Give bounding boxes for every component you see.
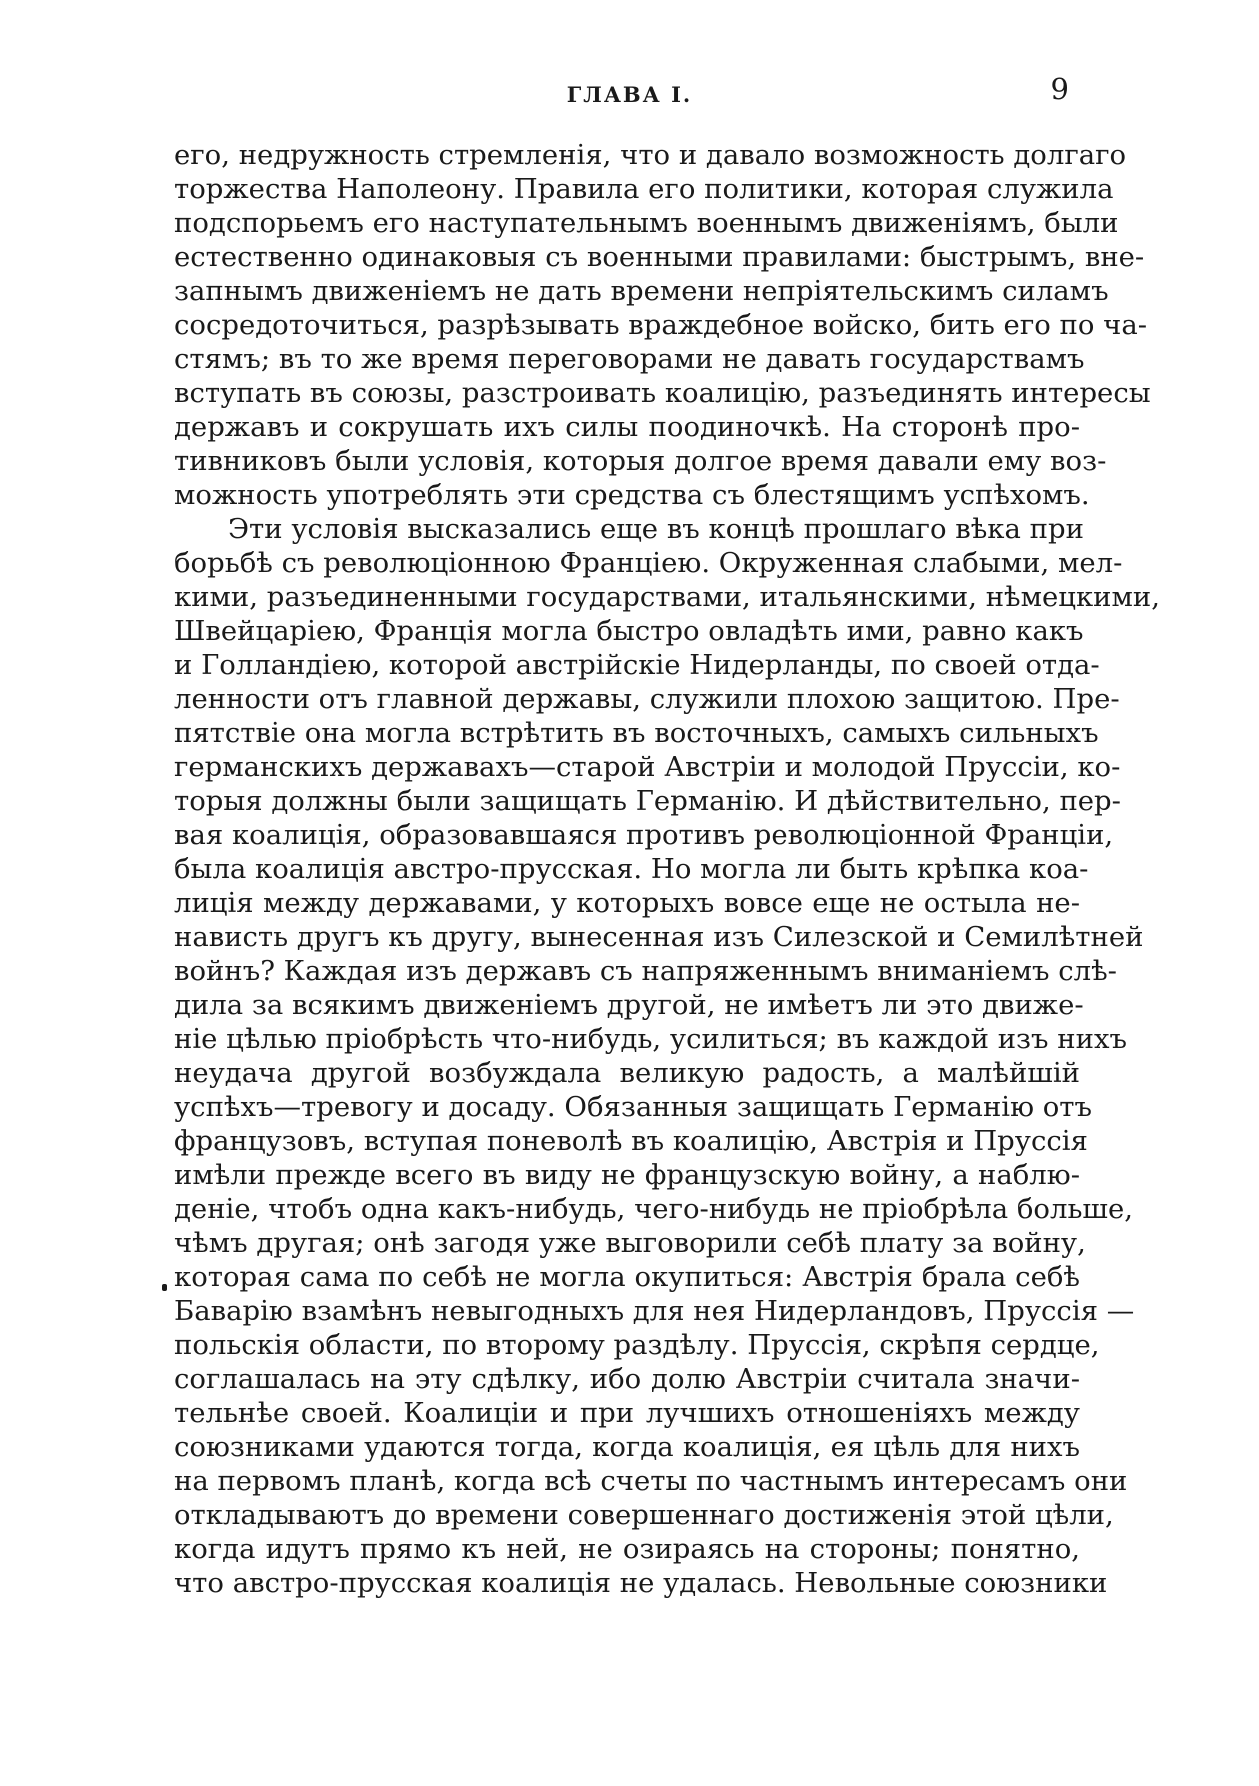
running-head: [0, 72, 1259, 112]
margin-mark: [162, 1284, 167, 1291]
text-line: его, недружность стремленія, что и давало возможность долгаго: [174, 139, 1127, 171]
text-line: деніе, чтобъ одна какъ-нибудь, чего-нибудь не пріобрѣла больше,: [174, 1193, 1133, 1225]
text-line: имѣли прежде всего въ виду не французскую войну, а наблю-: [174, 1159, 1080, 1191]
text-line: Эти условія высказались еще въ концѣ прошлаго вѣка при: [228, 513, 1084, 545]
text-line: торжества Наполеону. Правила его политики, которая служила: [174, 173, 1114, 205]
text-line: ніе цѣлью пріобрѣсть что-нибудь, усилиться; въ каждой изъ нихъ: [174, 1023, 1127, 1055]
text-line: Швейцаріею, Франція могла быстро овладѣть ими, равно какъ: [174, 615, 1084, 647]
text-line: кими, разъединенными государствами, итальянскими, нѣмецкими,: [174, 581, 1160, 613]
text-line: запнымъ движеніемъ не дать времени непріятельскимъ силамъ: [174, 275, 1109, 307]
text-line: тивниковъ были условія, которыя долгое время давали ему воз-: [174, 445, 1107, 477]
text-line: борьбѣ съ революціонною Франціею. Окруженная слабыми, мел-: [174, 547, 1123, 579]
text-line: можность употреблять эти средства съ блестящимъ успѣхомъ.: [174, 479, 1090, 511]
page-number: 9: [1050, 72, 1069, 106]
text-line: когда идутъ прямо къ ней, не озираясь на стороны; понятно,: [174, 1533, 1080, 1565]
text-line: и Голландіею, которой австрійскіе Нидерланды, по своей отда-: [174, 649, 1100, 681]
text-line: лиція между державами, у которыхъ вовсе еще не остыла не-: [174, 887, 1080, 919]
text-line: сосредоточиться, разрѣзывать враждебное войско, бить его по ча-: [174, 309, 1148, 341]
text-line: дила за всякимъ движеніемъ другой, не имѣетъ ли это движе-: [174, 989, 1084, 1021]
text-line: вступать въ союзы, разстроивать коалицію, разъединять интересы: [174, 377, 1151, 409]
text-line: Баварію взамѣнъ невыгодныхъ для нея Нидерландовъ, Пруссія —: [174, 1295, 1135, 1327]
chapter-title: ГЛАВА I.: [566, 82, 693, 107]
text-line: что австро-прусская коалиція не удалась. Невольные союзники: [174, 1567, 1108, 1599]
text-line: нависть другъ къ другу, вынесенная изъ Силезской и Семилѣтней: [174, 921, 1144, 953]
text-line: чѣмъ другая; онѣ загодя уже выговорили себѣ плату за войну,: [174, 1227, 1086, 1259]
text-line: на первомъ планѣ, когда всѣ счеты по частнымъ интересамъ они: [174, 1465, 1128, 1497]
text-line: стямъ; въ то же время переговорами не давать государствамъ: [174, 343, 1085, 375]
text-line: была коалиція австро-прусская. Но могла ли быть крѣпка коа-: [174, 853, 1089, 885]
text-line: французовъ, вступая поневолѣ въ коалицію, Австрія и Пруссія: [174, 1125, 1088, 1157]
text-line: неудача другой возбуждала великую радость, а малѣйшій: [174, 1057, 1080, 1089]
text-line: вая коалиція, образовавшаяся противъ революціонной Франціи,: [174, 819, 1114, 851]
text-line: ленности отъ главной державы, служили плохою защитою. Пре-: [174, 683, 1120, 715]
text-line: успѣхъ—тревогу и досаду. Обязанныя защищать Германію отъ: [174, 1091, 1093, 1123]
body-text: [174, 138, 1160, 1600]
text-line: союзниками удаются тогда, когда коалиція, ея цѣль для нихъ: [174, 1431, 1080, 1463]
text-line: торыя должны были защищать Германію. И дѣйствительно, пер-: [174, 785, 1121, 817]
text-line: соглашалась на эту сдѣлку, ибо долю Австріи считала значи-: [174, 1363, 1080, 1395]
text-line: войнъ? Каждая изъ державъ съ напряженнымъ вниманіемъ слѣ-: [174, 955, 1117, 987]
text-line: пятствіе она могла встрѣтить въ восточныхъ, самыхъ сильныхъ: [174, 717, 1099, 749]
text-line: державъ и сокрушать ихъ силы поодиночкѣ. На сторонѣ про-: [174, 411, 1080, 443]
text-line: польскія области, по второму раздѣлу. Пруссія, скрѣпя сердце,: [174, 1329, 1100, 1361]
text-line: германскихъ державахъ—старой Австріи и молодой Пруссіи, ко-: [174, 751, 1121, 783]
text-line: тельнѣе своей. Коалиціи и при лучшихъ отношеніяхъ между: [174, 1397, 1080, 1429]
text-line: откладываютъ до времени совершеннаго достиженія этой цѣли,: [174, 1499, 1114, 1531]
text-line: естественно одинаковыя съ военными правилами: быстрымъ, вне-: [174, 241, 1145, 273]
text-line: которая сама по себѣ не могла окупиться: Австрія брала себѣ: [174, 1261, 1080, 1293]
text-line: подспорьемъ его наступательнымъ военнымъ движеніямъ, были: [174, 207, 1119, 239]
